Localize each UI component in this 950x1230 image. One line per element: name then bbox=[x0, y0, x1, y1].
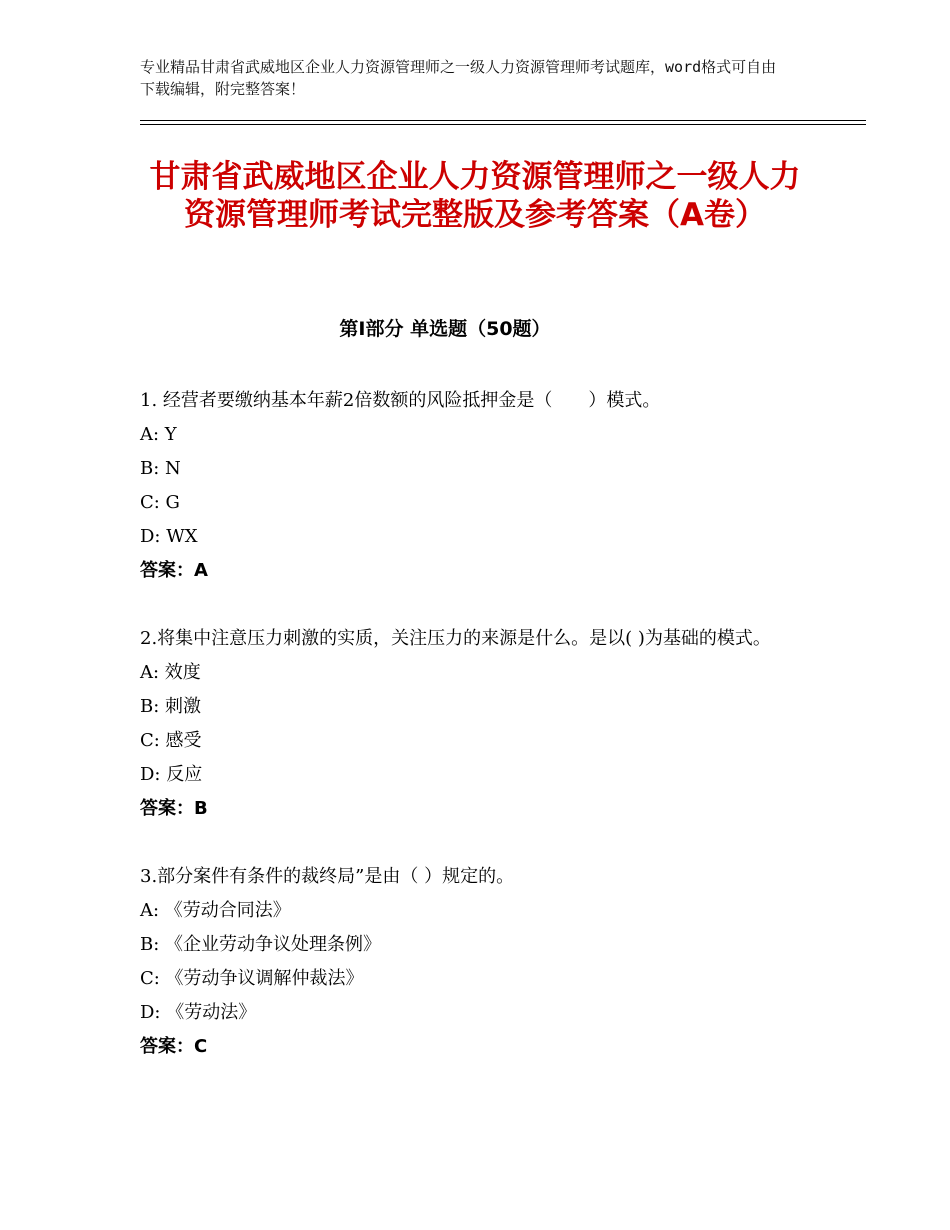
option-c: C: G bbox=[140, 492, 180, 513]
option-a: A: Y bbox=[140, 424, 177, 445]
answer: 答案：B bbox=[140, 798, 208, 819]
section-heading: 第Ⅰ部分 单选题（50题） bbox=[339, 318, 551, 340]
question-1 bbox=[140, 384, 810, 588]
option-b: B: 刺激 bbox=[140, 696, 202, 717]
option-c: C: 感受 bbox=[140, 730, 202, 751]
question-stem: 3.部分案件有条件的裁终局”是由（ ）规定的。 bbox=[140, 866, 515, 887]
option-a: A: 《劳动合同法》 bbox=[140, 900, 291, 921]
option-b: B: 《企业劳动争议处理条例》 bbox=[140, 934, 382, 955]
option-a: A: 效度 bbox=[140, 662, 201, 683]
header-divider bbox=[140, 120, 866, 125]
answer: 答案：A bbox=[140, 560, 208, 581]
question-2 bbox=[140, 622, 810, 826]
option-d: D: 反应 bbox=[140, 764, 203, 785]
option-d: D: WX bbox=[140, 526, 198, 547]
question-list bbox=[140, 384, 810, 1098]
answer: 答案：C bbox=[140, 1036, 208, 1057]
option-b: B: N bbox=[140, 458, 181, 479]
question-3 bbox=[140, 860, 810, 1064]
header-note: 专业精品甘肃省武威地区企业人力资源管理师之一级人力资源管理师考试题库，word格式可自由下载编辑，附完整答案！ bbox=[140, 58, 777, 98]
question-stem: 2.将集中注意压力刺激的实质，关注压力的来源是什么。是以( )为基础的模式。 bbox=[140, 628, 771, 649]
option-d: D: 《劳动法》 bbox=[140, 1002, 257, 1023]
document-title: 甘肃省武威地区企业人力资源管理师之一级人力资源管理师考试完整版及参考答案（A卷） bbox=[149, 159, 801, 233]
question-stem: 1. 经营者要缴纳基本年薪2倍数额的风险抵押金是（ ）模式。 bbox=[140, 390, 661, 411]
option-c: C: 《劳动争议调解仲裁法》 bbox=[140, 968, 364, 989]
